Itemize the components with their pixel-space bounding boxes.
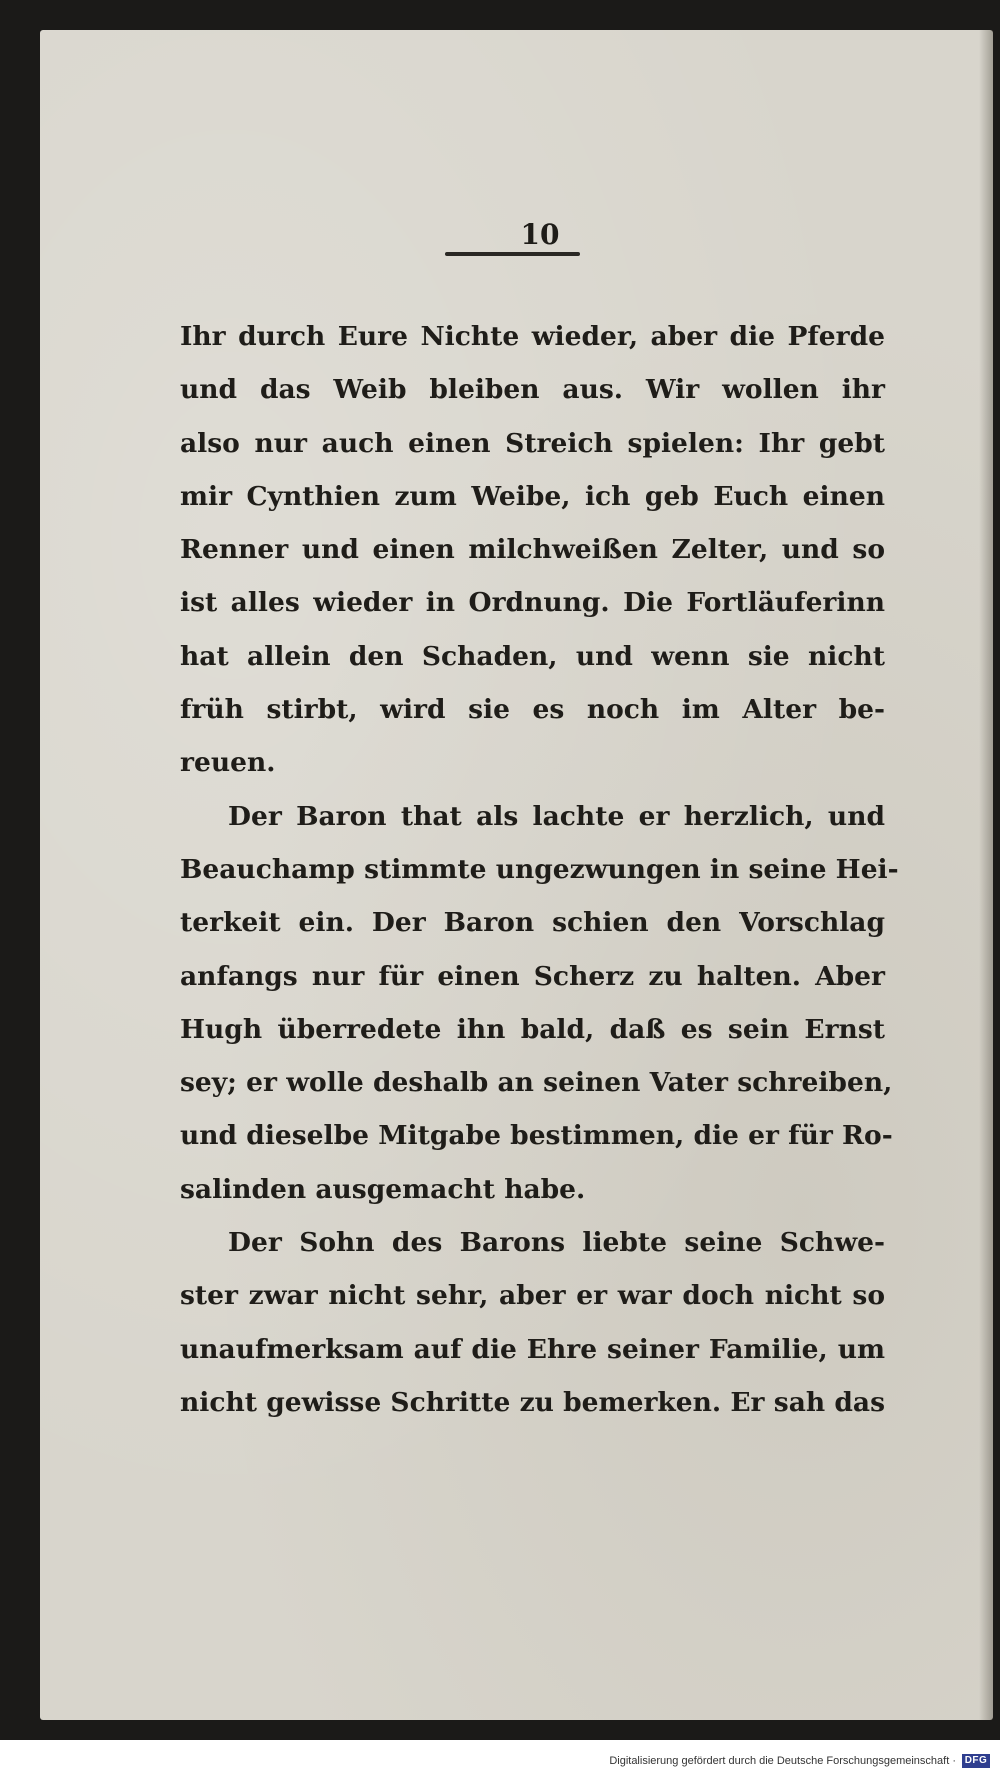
text-line: ster zwar nicht sehr, aber er war doch nicht so — [180, 1280, 885, 1312]
text-line: anfangs nur für einen Scherz zu halten. Aber — [180, 960, 885, 992]
page-number: 10 — [520, 218, 560, 251]
text-line: also nur auch einen Streich spielen: Ihr gebt — [180, 427, 885, 459]
text-line: salinden ausgemacht habe. — [180, 1173, 586, 1205]
text-line: und dieselbe Mitgabe bestimmen, die er für Ro- — [180, 1120, 893, 1152]
dfg-logo: DFG — [962, 1754, 990, 1768]
page-text — [180, 310, 899, 1429]
text-line: Hugh überredete ihn bald, daß es sein Ernst — [180, 1013, 885, 1045]
text-line: Beauchamp stimmte ungezwungen in seine Hei- — [180, 853, 899, 885]
text-line: Der Sohn des Barons liebte seine Schwe- — [228, 1227, 885, 1259]
header-rule — [445, 252, 580, 256]
text-line: und das Weib bleiben aus. Wir wollen ihr — [180, 374, 885, 406]
text-line: ist alles wieder in Ordnung. Die Fortläuferinn — [180, 587, 885, 619]
text-line: hat allein den Schaden, und wenn sie nicht — [180, 640, 885, 672]
text-line: Renner und einen milchweißen Zelter, und so — [180, 534, 885, 566]
text-line: unaufmerksam auf die Ehre seiner Familie, um — [180, 1333, 885, 1365]
text-line: Ihr durch Eure Nichte wieder, aber die Pferde — [180, 321, 885, 352]
text-line: mir Cynthien zum Weibe, ich geb Euch einen — [180, 480, 885, 512]
text-line: Der Baron that als lachte er herzlich, und — [228, 800, 885, 832]
text-line: früh stirbt, wird sie es noch im Alter be- — [180, 694, 885, 726]
funding-credit: Digitalisierung gefördert durch die Deutsche Forschungsgemeinschaft · — [609, 1755, 956, 1767]
text-line: reuen. — [180, 747, 276, 779]
text-line: terkeit ein. Der Baron schien den Vorschlag — [180, 907, 885, 939]
page-edge-shadow — [979, 30, 993, 1720]
text-line: sey; er wolle deshalb an seinen Vater schreiben, — [180, 1067, 893, 1099]
text-line: nicht gewisse Schritte zu bemerken. Er sah das — [180, 1386, 885, 1418]
